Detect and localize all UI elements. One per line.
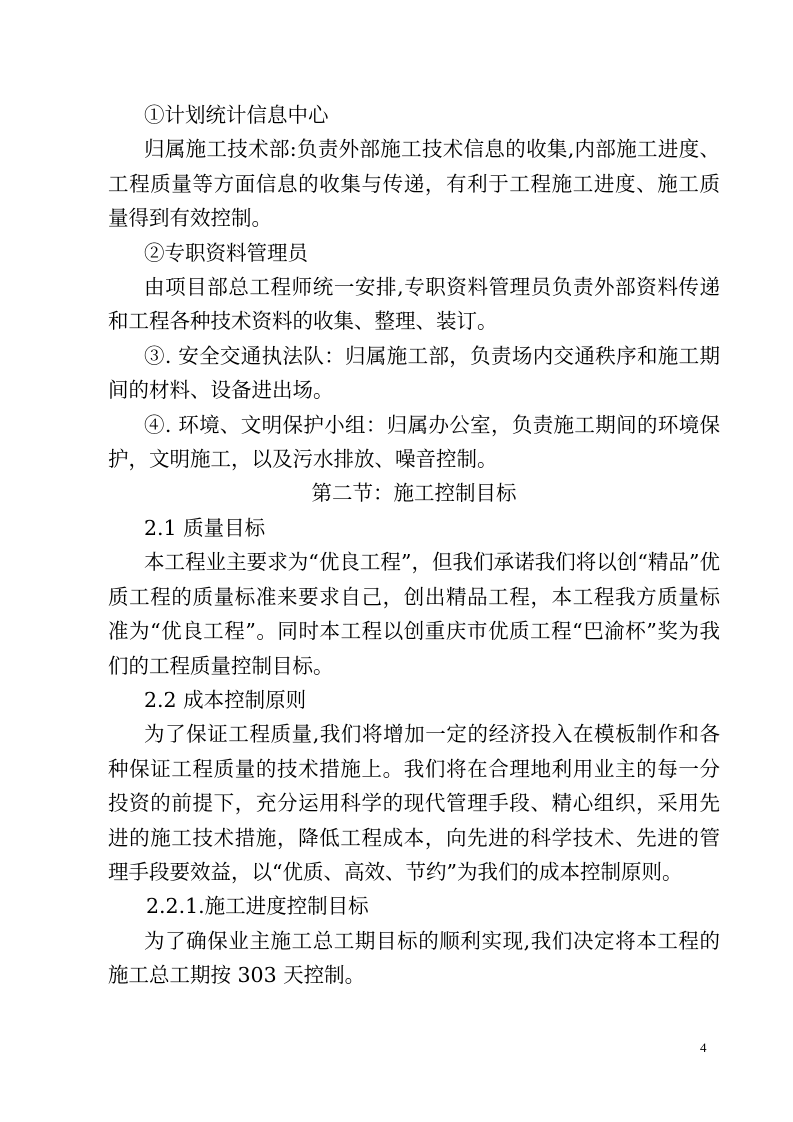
paragraph-traffic-team: ③. 安全交通执法队：归属施工部，负责场内交通秩序和施工期间的材料、设备进出场。 bbox=[108, 343, 720, 403]
heading-info-center: ①计划统计信息中心 bbox=[144, 103, 329, 127]
paragraph-environment-team: ④. 环境、文明保护小组：归属办公室，负责施工期间的环境保护，文明施工，以及污水排放、噪音控制。 bbox=[108, 412, 720, 472]
paragraph-info-center: 归属施工技术部:负责外部施工技术信息的收集,内部施工进度、工程质量等方面信息的收集与传递，有利于工程施工进度、施工质量得到有效控制。 bbox=[108, 137, 720, 231]
page-number: 4 bbox=[700, 1040, 707, 1055]
paragraph-quality-goal: 本工程业主要求为“优良工程”，但我们承诺我们将以创“精品”优质工程的质量标准来要求自己，创出精品工程，本工程我方质量标准为“优良工程”。同时本工程以创重庆市优质工程“巴渝杯”奖为我们的工程质量控制目标。 bbox=[108, 550, 720, 678]
heading-schedule-goal: 2.2.1.施工进度控制目标 bbox=[146, 894, 369, 919]
heading-quality-goal: 2.1 质量目标 bbox=[144, 515, 266, 540]
paragraph-schedule-goal: 为了确保业主施工总工期目标的顺利实现,我们决定将本工程的施工总工期按 303 天控制。 bbox=[108, 928, 720, 988]
paragraph-data-admin: 由项目部总工程师统一安排,专职资料管理员负责外部资料传递和工程各种技术资料的收集、整理、装订。 bbox=[108, 275, 720, 334]
heading-cost-principle: 2.2 成本控制原则 bbox=[144, 687, 307, 712]
document-body bbox=[108, 98, 720, 993]
section-title: 第二节：施工控制目标 bbox=[311, 481, 517, 506]
heading-data-admin: ②专职资料管理员 bbox=[144, 240, 308, 265]
paragraph-cost-principle: 为了保证工程质量,我们将增加一定的经济投入在模板制作和各种保证工程质量的技术措施上。我们将在合理地利用业主的每一分投资的前提下，充分运用科学的现代管理手段、精心组织，采用先进的施工技术措施，降低工程成本，向先进的科学技术、先进的管理手段要效益，以“优质、高效、节约”为我们的成本控制原则。 bbox=[108, 722, 720, 884]
